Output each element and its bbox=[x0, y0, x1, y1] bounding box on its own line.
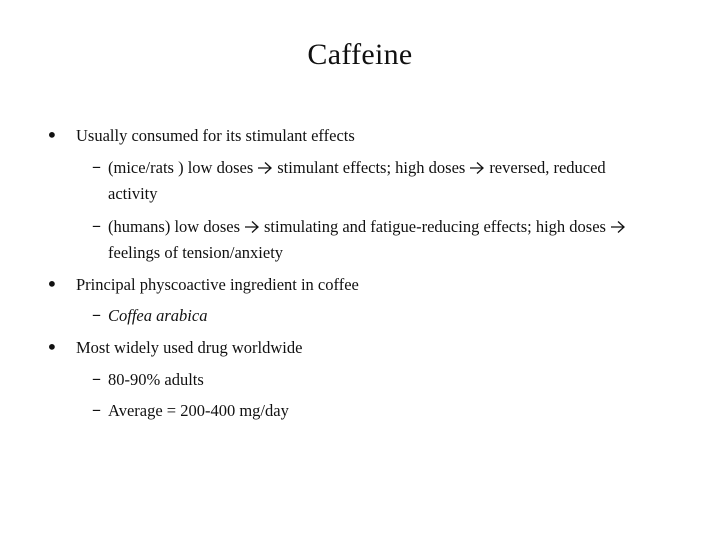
dash-marker: – bbox=[92, 368, 101, 389]
subbullet-text: Coffea arabica bbox=[108, 306, 208, 325]
bullet-text: Principal physcoactive ingredient in coffee bbox=[76, 275, 359, 294]
bullet-marker: • bbox=[46, 123, 58, 147]
bullet-text: Usually consumed for its stimulant effects bbox=[76, 126, 355, 145]
subbullet-part: stimulating and fatigue-reducing effects; high doses bbox=[263, 217, 606, 236]
bullet-marker: • bbox=[46, 335, 58, 359]
right-arrow-icon bbox=[469, 159, 485, 181]
right-arrow-icon bbox=[244, 218, 260, 240]
bullet-text: Most widely used drug worldwide bbox=[76, 338, 303, 357]
dash-marker: – bbox=[92, 215, 101, 236]
right-arrow-icon bbox=[257, 159, 273, 181]
subbullet-continuation: feelings of tension/anxiety bbox=[108, 243, 284, 262]
slide-title: Caffeine bbox=[307, 38, 413, 71]
subbullet-text: Average = 200-400 mg/day bbox=[108, 401, 289, 420]
bullet-marker: • bbox=[46, 272, 58, 296]
right-arrow-icon bbox=[610, 218, 626, 240]
subbullet-continuation: activity bbox=[108, 184, 158, 203]
dash-marker: – bbox=[92, 156, 101, 177]
subbullet-part: stimulant effects; high doses bbox=[277, 158, 466, 177]
subbullet-part: reversed, reduced bbox=[489, 158, 606, 177]
dash-marker: – bbox=[92, 304, 101, 325]
subbullet-text bbox=[108, 216, 630, 240]
subbullet-text bbox=[108, 157, 606, 181]
dash-marker: – bbox=[92, 399, 101, 420]
subbullet-text: 80-90% adults bbox=[108, 370, 204, 389]
subbullet-part: (mice/rats ) low doses bbox=[108, 158, 254, 177]
subbullet-part: (humans) low doses bbox=[108, 217, 240, 236]
